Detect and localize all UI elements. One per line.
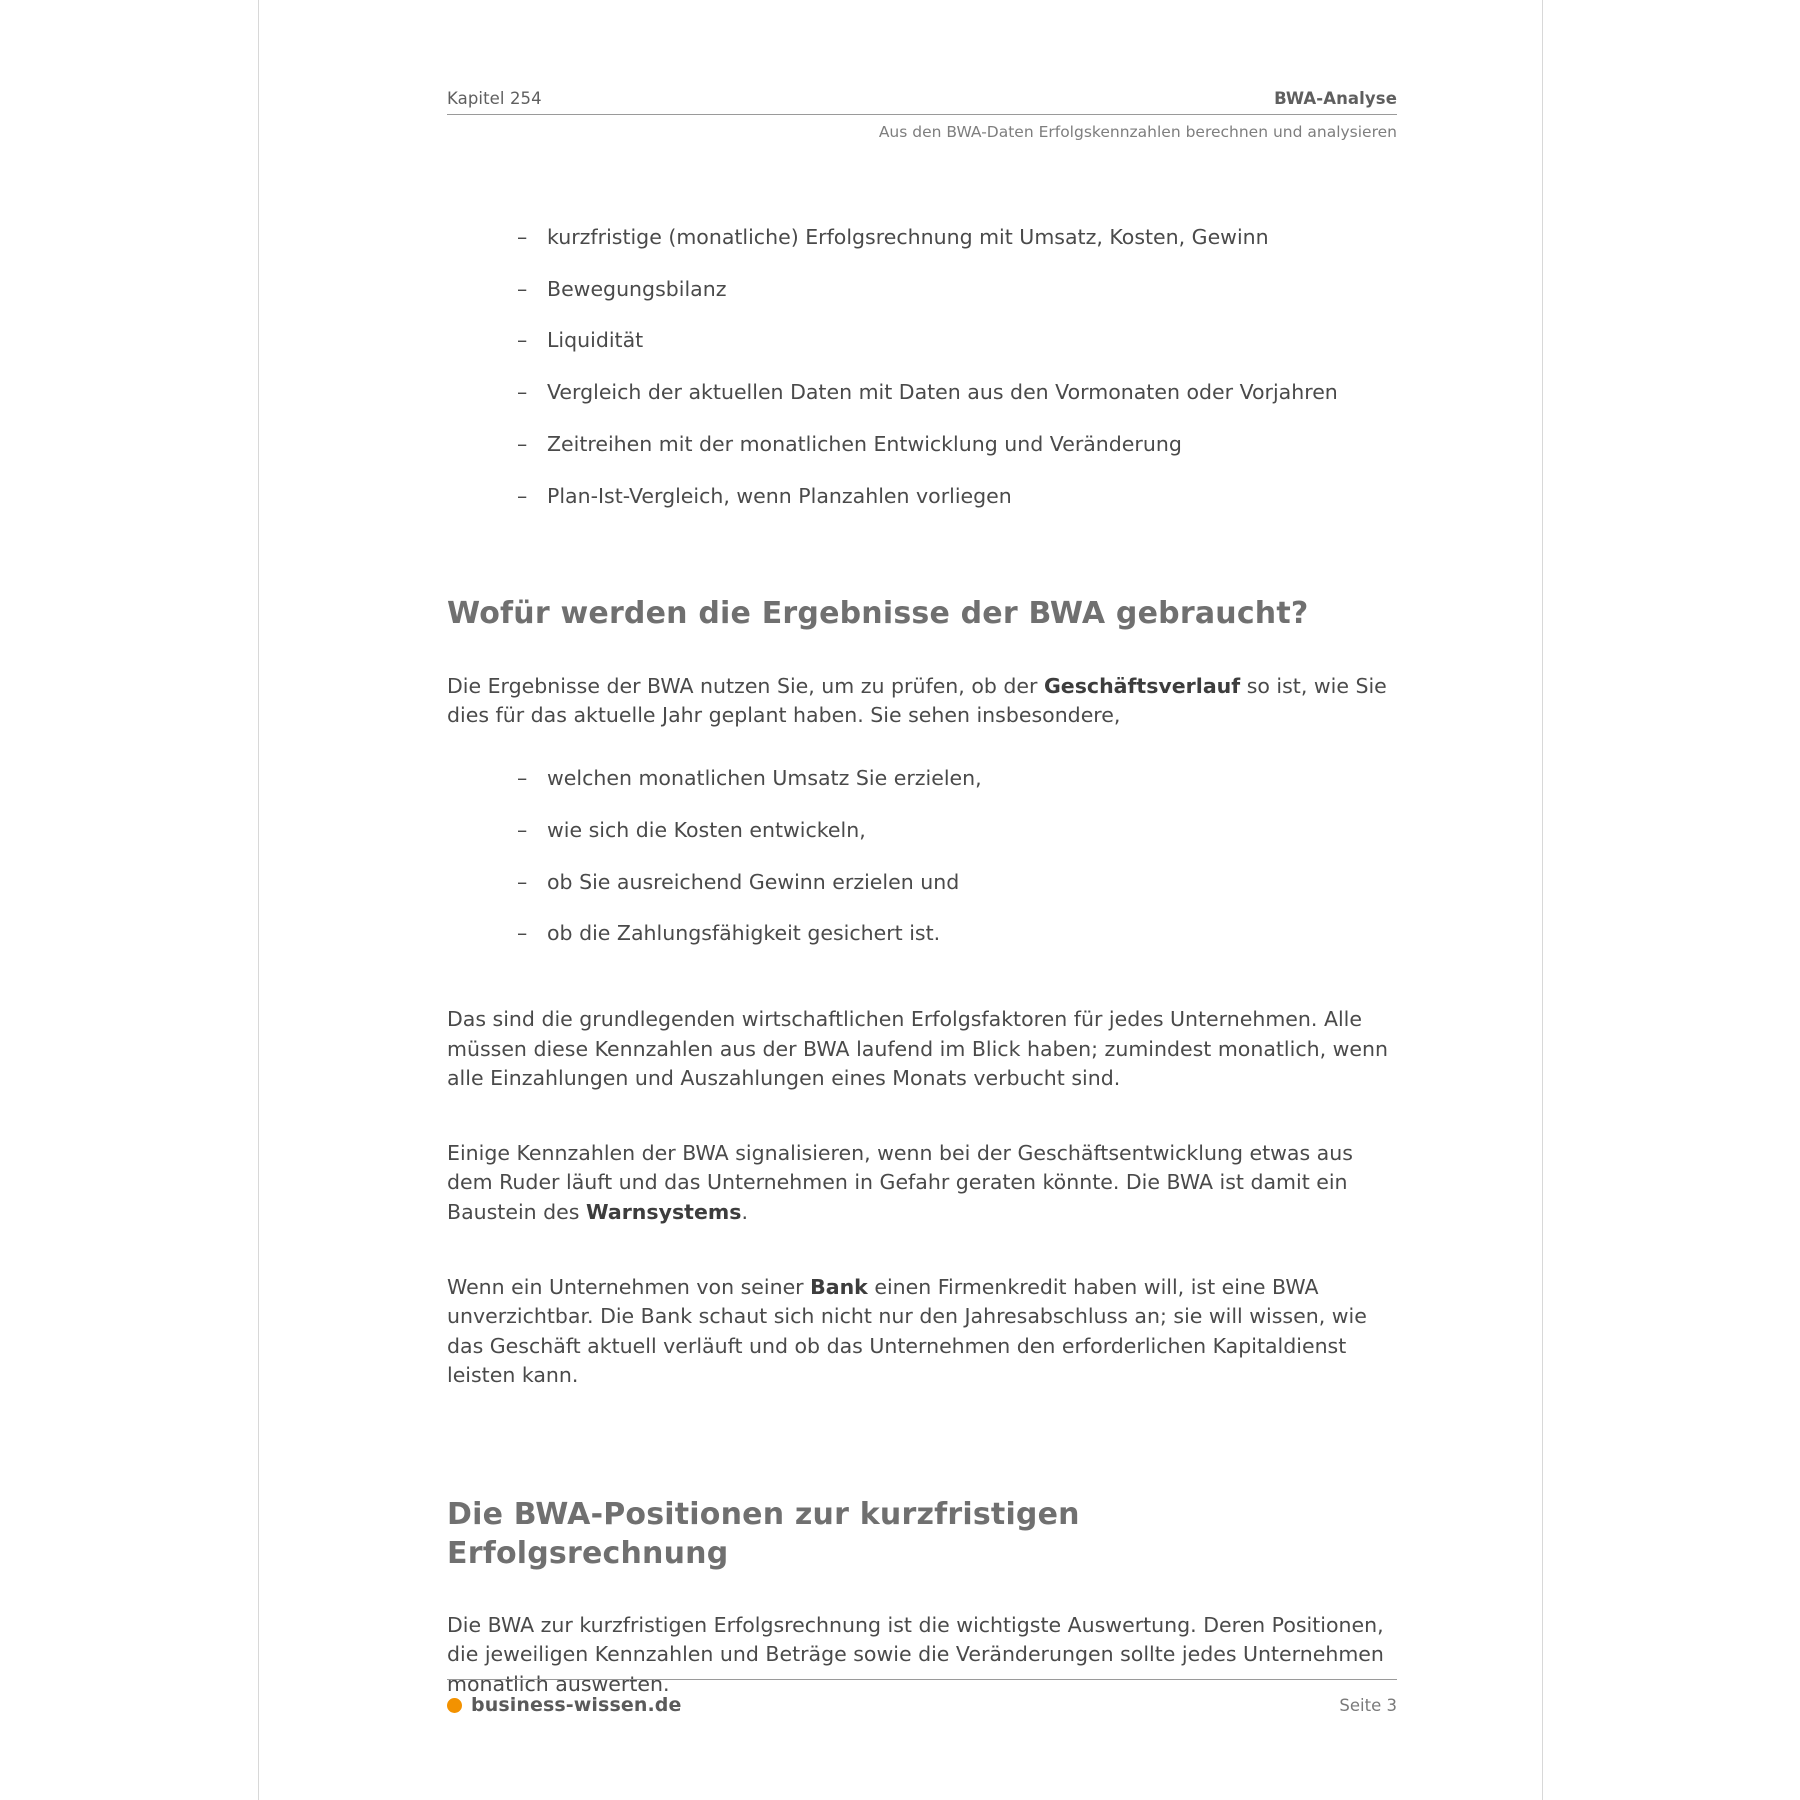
list-item xyxy=(517,326,1397,356)
list-item xyxy=(517,868,1397,898)
spacer xyxy=(447,1261,1397,1273)
section-heading-2-line1: Die BWA-Positionen zur kurzfristigen xyxy=(447,1497,1080,1533)
list-item-label: ob die Zahlungsfähigkeit gesichert ist. xyxy=(547,921,941,946)
page-content xyxy=(447,223,1397,1733)
spacer xyxy=(447,971,1397,1005)
footer-row xyxy=(447,1694,1397,1716)
top-bullet-list xyxy=(517,223,1397,511)
section-heading-2-line2: Erfolgsrechnung xyxy=(447,1535,729,1571)
header-divider xyxy=(447,114,1397,115)
header-row xyxy=(447,89,1397,108)
spacer xyxy=(447,634,1397,672)
emphasis-warnsystems: Warnsystems xyxy=(585,1199,742,1224)
dash-icon: – xyxy=(517,380,528,405)
section1-paragraph-3 xyxy=(447,1139,1397,1227)
brand-dot-icon xyxy=(447,1698,462,1713)
document-page xyxy=(258,0,1543,1800)
dash-icon: – xyxy=(517,225,528,249)
spacer xyxy=(447,1424,1397,1496)
list-item-label: Vergleich der aktuellen Daten mit Daten aus den Vormonaten oder Vorjahren xyxy=(547,380,1338,405)
brand-name: business-wissen.de xyxy=(471,1694,682,1716)
list-item-label: ob Sie ausreichend Gewinn erzielen und xyxy=(547,869,960,894)
text-before-bold: Einige Kennzahlen der BWA signalisieren, wenn bei der Geschäftsentwicklung etwas aus dem Ruder läuft und das Unternehmen in Gefahr geraten könnte. Die BWA ist damit ein Baustein des xyxy=(447,1141,1353,1224)
brand-logo xyxy=(447,1694,681,1716)
dash-icon: – xyxy=(517,869,528,894)
dash-icon: – xyxy=(517,766,528,791)
spacer xyxy=(447,533,1397,595)
section1-paragraph-4 xyxy=(447,1273,1397,1390)
list-item xyxy=(517,430,1397,460)
list-item-label: Plan-Ist-Vergleich, wenn Planzahlen vorliegen xyxy=(547,483,1012,508)
spacer xyxy=(447,1127,1397,1139)
section1-paragraph-2: Das sind die grundlegenden wirtschaftlichen Erfolgsfaktoren für jedes Unternehmen. Alle müssen diese Kennzahlen aus der BWA laufend im Blick haben; zumindest monatlich, wenn alle Einzahlungen und Auszahlungen eines Monats verbucht sind. xyxy=(447,1007,1388,1090)
list-item-label: Bewegungsbilanz xyxy=(547,276,727,301)
page-number: Seite 3 xyxy=(1339,1695,1397,1715)
page-inner xyxy=(259,0,1542,1800)
header-chapter: Kapitel 254 xyxy=(447,89,542,108)
list-item xyxy=(517,275,1397,305)
list-item-label: welchen monatlichen Umsatz Sie erzielen, xyxy=(547,766,982,791)
header-subtitle: Aus den BWA-Daten Erfolgskennzahlen berechnen und analysieren xyxy=(878,123,1397,141)
list-item xyxy=(517,223,1397,253)
list-item-label: Liquidität xyxy=(547,328,644,353)
header-title: BWA-Analyse xyxy=(1274,89,1397,108)
section1-bullet-list xyxy=(517,764,1397,949)
dash-icon: – xyxy=(517,328,528,353)
section-heading-1: Wofür werden die Ergebnisse der BWA gebraucht? xyxy=(447,596,1309,632)
emphasis-bank: Bank xyxy=(810,1275,868,1300)
footer-divider xyxy=(447,1679,1397,1680)
dash-icon: – xyxy=(517,276,528,301)
list-item xyxy=(517,482,1397,512)
spacer xyxy=(447,1573,1397,1611)
list-item xyxy=(517,919,1397,949)
text-before-bold: Wenn ein Unternehmen von seiner xyxy=(447,1275,811,1300)
dash-icon: – xyxy=(517,431,528,456)
dash-icon: – xyxy=(517,818,528,843)
list-item-label: Zeitreihen mit der monatlichen Entwicklung und Veränderung xyxy=(547,431,1182,456)
list-item xyxy=(517,764,1397,794)
text-after-bold: so ist, wie Sie dies für das aktuelle Jahr geplant haben. Sie sehen insbesondere, xyxy=(447,673,1387,728)
section1-intro-paragraph xyxy=(447,672,1397,731)
list-item xyxy=(517,816,1397,846)
page-header xyxy=(447,89,1397,141)
emphasis-geschaeftsverlauf: Geschäftsverlauf xyxy=(1043,673,1241,698)
list-item-label: wie sich die Kosten entwickeln, xyxy=(547,818,866,843)
text-before-bold: Die Ergebnisse der BWA nutzen Sie, um zu prüfen, ob der xyxy=(447,673,1044,698)
list-item xyxy=(517,378,1397,408)
text-after-bold: einen Firmenkredit haben will, ist eine BWA unverzichtbar. Die Bank schaut sich nicht nur den Jahresabschluss an; sie will wissen, wie das Geschäft aktuell verläuft und ob das Unternehmen den erforderlichen Kapitaldienst leisten kann. xyxy=(447,1275,1367,1388)
section-heading-2 xyxy=(447,1496,1397,1573)
text-after-bold: . xyxy=(741,1199,748,1224)
section2-paragraph-1: Die BWA zur kurzfristigen Erfolgsrechnung ist die wichtigste Auswertung. Deren Positionen, die jeweiligen Kennzahlen und Beträge sowie die Veränderungen sollte jedes Unternehmen monatlich auswerten. xyxy=(447,1613,1384,1696)
list-item-label: kurzfristige (monatliche) Erfolgsrechnung mit Umsatz, Kosten, Gewinn xyxy=(547,225,1269,249)
dash-icon: – xyxy=(517,483,528,508)
dash-icon: – xyxy=(517,921,528,946)
page-footer xyxy=(447,1679,1397,1716)
